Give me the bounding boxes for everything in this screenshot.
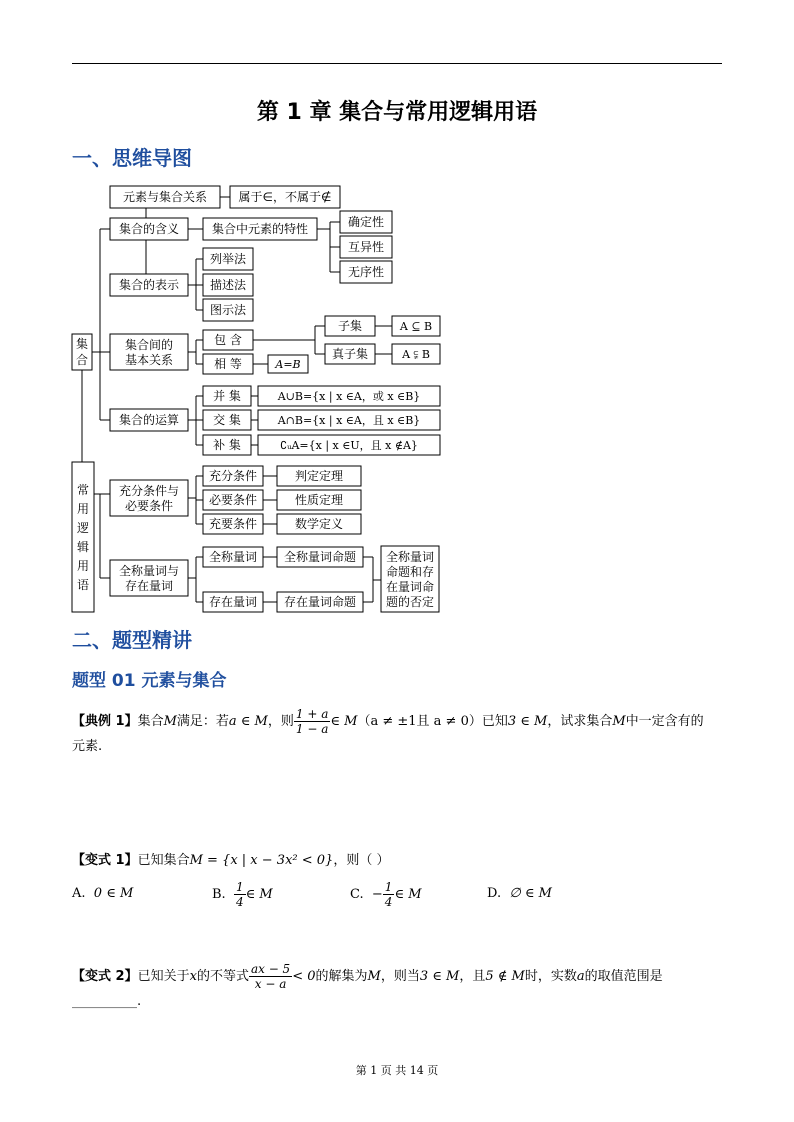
label-operations: 集合的运算 (118, 413, 180, 427)
label-existential: 存在量词 (208, 595, 258, 609)
label-root-logic: 常用逻辑用语 (76, 483, 90, 592)
label-contain: 包 含 (214, 333, 242, 347)
fraction-2: $\frac{ax - 5}{x - a}$ (250, 962, 291, 991)
section-heading-types: 二、题型精讲 (72, 628, 192, 652)
label-complement: 补 集 (213, 438, 241, 452)
label-relations-2: 基本关系 (124, 353, 174, 367)
label-universal-prop: 全称量词命题 (283, 550, 357, 564)
label-union-formula: A∪B={x | x ∈A，或 x ∈B} (277, 390, 421, 403)
label-diagram: 图示法 (209, 303, 247, 317)
label-complement-formula: ∁ᵤA={x | x ∈U，且 x ∉A} (280, 439, 418, 452)
label-roster: 列举法 (209, 252, 247, 266)
label-definition: 数学定义 (294, 517, 344, 531)
label-negation-1: 全称量词 (385, 550, 435, 564)
label-traits: 集合中元素的特性 (211, 222, 309, 236)
label-conditions-2: 必要条件 (124, 499, 174, 513)
variant-1: 【变式 1】已知集合M = {x | x − 3x² < 0}，则（ ） (72, 853, 390, 868)
label-trait-unordered: 无序性 (347, 265, 385, 279)
label-subset: 子集 (337, 319, 363, 333)
label-intersection: 交 集 (213, 413, 241, 427)
option-b[interactable]: B. $\frac{1}{4}$ ∈ M (212, 880, 273, 909)
label-universal: 全称量词 (208, 550, 258, 564)
label-necessary: 必要条件 (208, 493, 258, 507)
option-d[interactable]: D. ∅ ∈ M (487, 886, 552, 901)
option-c[interactable]: C. − $\frac{1}{4}$ ∈ M (350, 880, 422, 909)
page-footer: 第 1 页 共 14 页 (355, 1064, 439, 1077)
label-root-set-2: 合 (75, 353, 89, 367)
label-intersection-formula: A∩B={x | x ∈A，且 x ∈B} (277, 414, 421, 427)
example-1-label: 【典例 1】 (72, 714, 138, 729)
label-equal: 相 等 (214, 357, 242, 371)
label-negation-4: 题的否定 (385, 595, 435, 609)
type-heading-01: 题型 01 元素与集合 (72, 671, 227, 691)
label-trait-distinct: 互异性 (347, 240, 385, 254)
label-conditions-1: 充分条件与 (118, 484, 180, 498)
label-a-eq-b: A=B (275, 358, 301, 371)
label-proper-subset: 真子集 (331, 347, 369, 361)
label-union: 并 集 (213, 389, 241, 403)
answer-blank[interactable]: __________. (72, 994, 142, 1009)
label-iff: 充要条件 (208, 517, 258, 531)
label-judge-theorem: 判定定理 (294, 469, 344, 483)
label-root-set-1: 集 (75, 337, 89, 351)
label-meaning: 集合的含义 (118, 222, 180, 236)
label-elem-relation: 元素与集合关系 (122, 190, 208, 204)
variant-2-label: 【变式 2】 (72, 969, 138, 984)
label-subset-formula: A ⊆ B (399, 320, 433, 333)
label-description: 描述法 (209, 278, 247, 292)
label-negation-2: 命题和存 (385, 565, 435, 579)
example-1: 【典例 1】集合M满足：若a ∈ M，则 $\frac{1 + a}{1 - a}$ ∈ M（a ≠ ±1且 a ≠ 0）已知3 ∈ M，试求集合M中一定含有的 元素. (72, 707, 704, 754)
option-a[interactable]: A. 0 ∈ M (72, 886, 134, 901)
variant-1-label: 【变式 1】 (72, 853, 138, 868)
fraction-1a: $\frac{1 + a}{1 - a}$ (295, 707, 329, 736)
label-trait-definite: 确定性 (347, 215, 385, 229)
section-heading-mindmap: 一、思维导图 (72, 146, 192, 170)
label-property-theorem: 性质定理 (294, 493, 344, 507)
variant-2: 【变式 2】已知关于x的不等式 $\frac{ax - 5}{x - a}$ < 0的解集为M，则当3 ∈ M，且5 ∉ M时，实数a的取值范围是 __________. (72, 962, 663, 1009)
label-relations-1: 集合间的 (124, 338, 174, 352)
page-title: 第 1 章 集合与常用逻辑用语 (256, 100, 538, 125)
label-proper-subset-formula: A ⫋ B (402, 348, 430, 361)
label-sufficient: 充分条件 (208, 469, 258, 483)
label-quantifiers-1: 全称量词与 (118, 564, 180, 578)
label-belong: 属于∈，不属于∉ (238, 190, 332, 204)
label-representation: 集合的表示 (118, 278, 180, 292)
label-quantifiers-2: 存在量词 (124, 579, 174, 593)
label-negation-3: 在量词命 (385, 580, 435, 594)
label-existential-prop: 存在量词命题 (283, 595, 357, 609)
